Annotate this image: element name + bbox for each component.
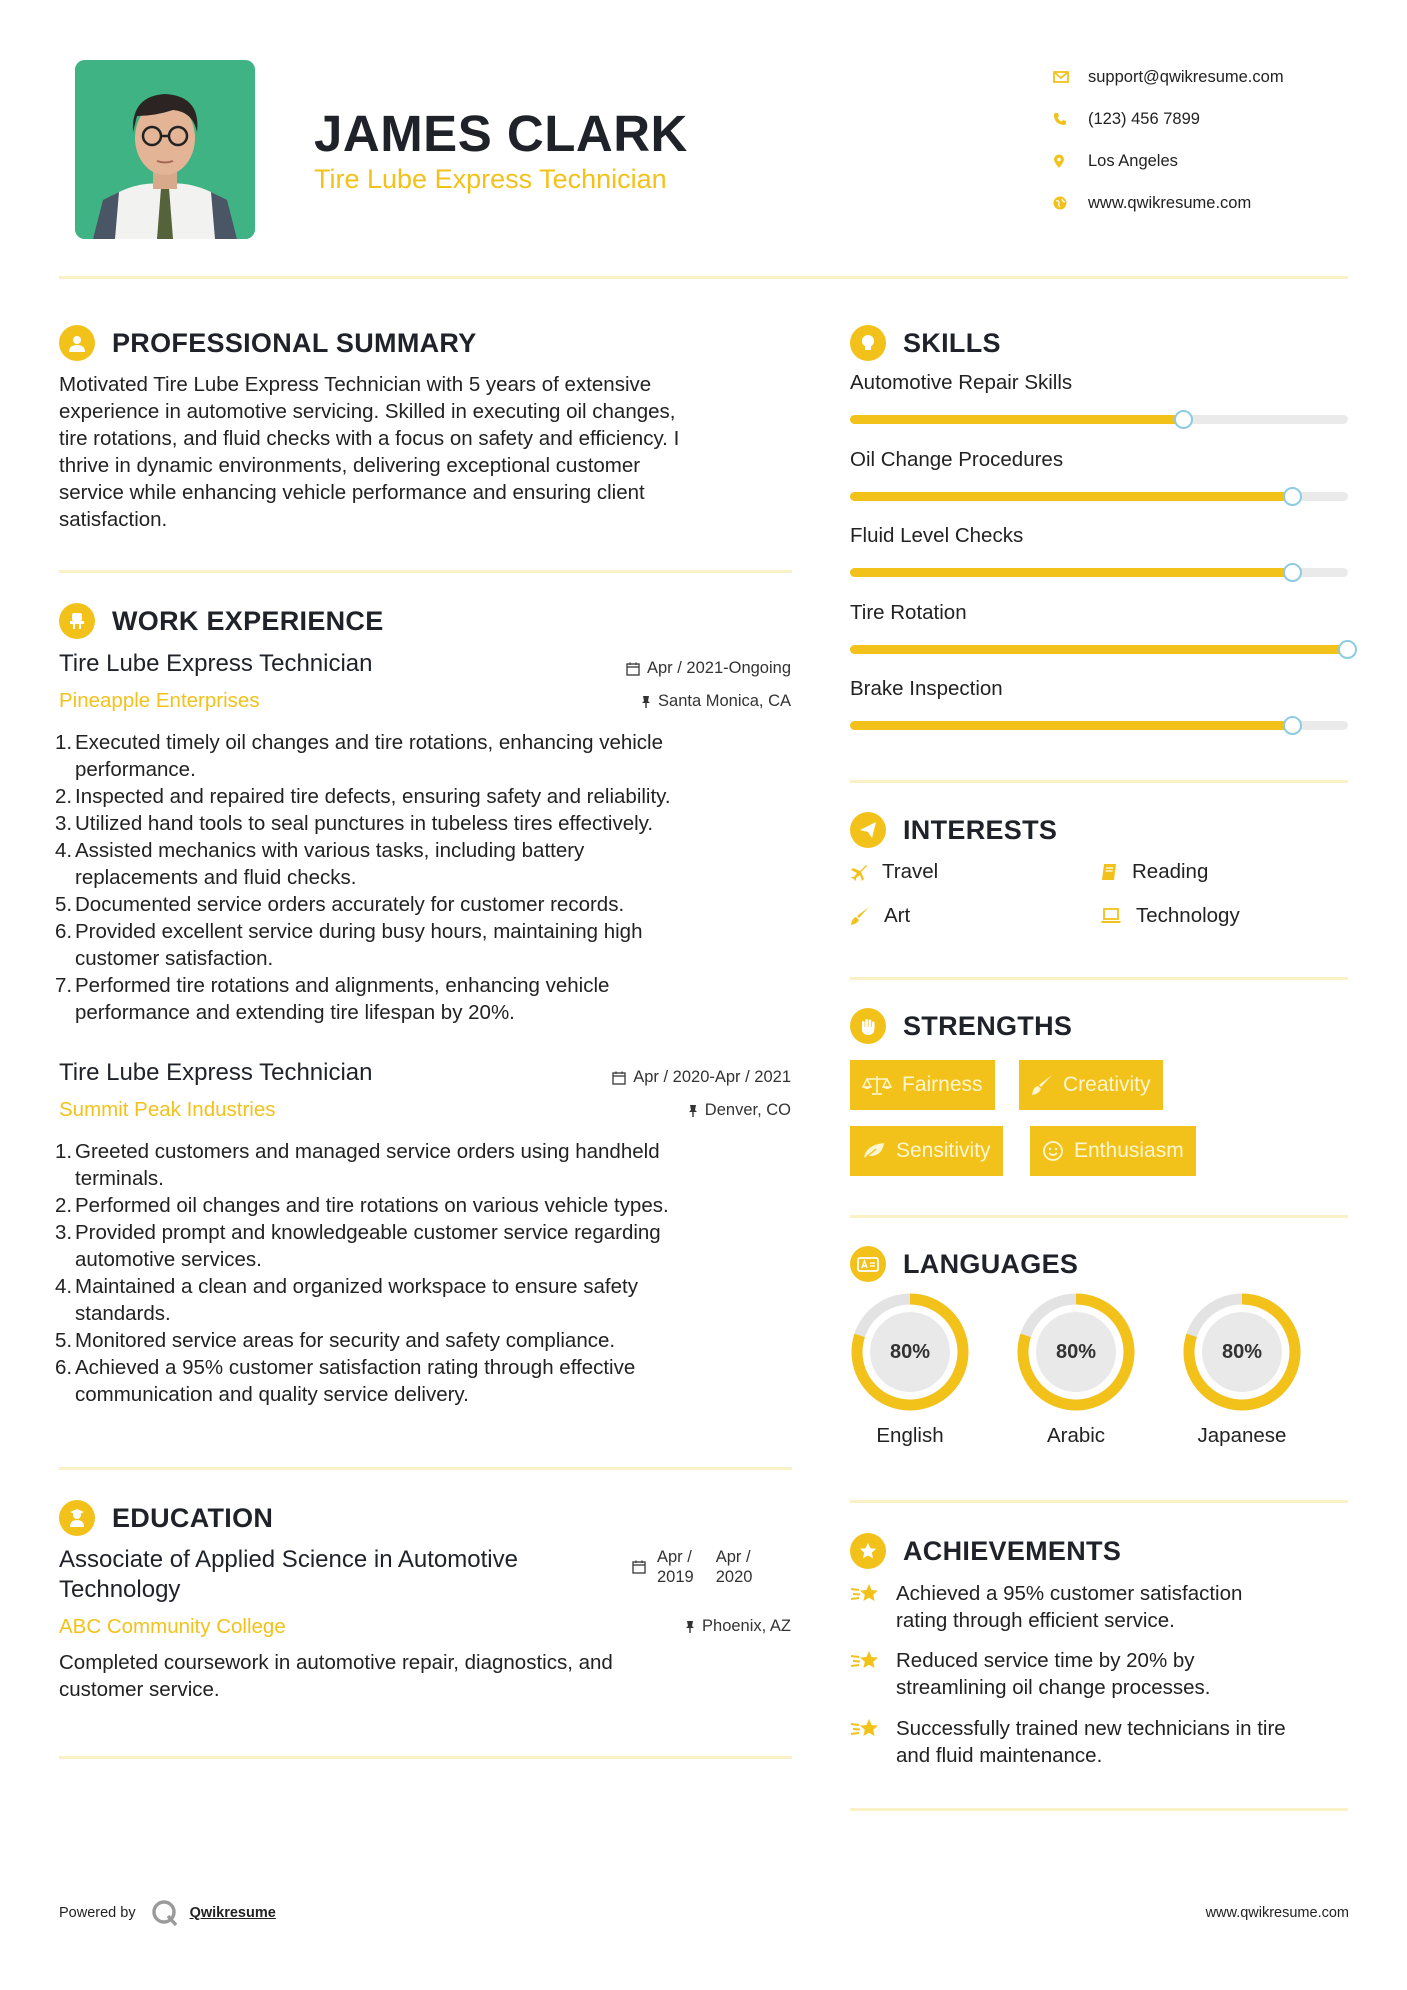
contact-location-text: Los Angeles xyxy=(1088,151,1178,170)
experience-section-title xyxy=(59,603,384,639)
experience-heading: WORK EXPERIENCE xyxy=(112,605,384,636)
skill-level-handle xyxy=(1174,410,1193,429)
skill-name: Oil Change Procedures xyxy=(850,447,1064,471)
skill-bar-fill xyxy=(850,568,1293,577)
education-heading: EDUCATION xyxy=(112,1502,274,1533)
list-item xyxy=(57,1354,797,1408)
achievement-text xyxy=(896,1715,1286,1769)
achievements-divider xyxy=(850,1808,1348,1811)
list-item xyxy=(57,891,797,918)
end-line: 2020 xyxy=(715,1568,753,1586)
interests-heading: INTERESTS xyxy=(903,814,1058,845)
degree-line: Technology xyxy=(59,1576,181,1603)
book-icon xyxy=(1100,863,1118,881)
achievements-heading: ACHIEVEMENTS xyxy=(903,1535,1122,1566)
contact-website[interactable] xyxy=(1050,182,1380,224)
language-name: English xyxy=(876,1424,944,1447)
list-line: performance. xyxy=(75,758,196,781)
skill-bar-fill xyxy=(850,645,1348,654)
list-number: 7. xyxy=(55,974,73,997)
language-percent: 80% xyxy=(1055,1340,1097,1363)
job-dates xyxy=(626,659,791,678)
interests-divider xyxy=(850,977,1348,980)
list-item xyxy=(57,729,797,783)
contact-email-text: support@qwikresume.com xyxy=(1088,67,1284,86)
list-number: 3. xyxy=(55,812,73,835)
strengths-heading: STRENGTHS xyxy=(903,1010,1073,1041)
achievement-line: streamlining oil change processes. xyxy=(896,1676,1211,1699)
lightbulb-icon xyxy=(850,325,886,361)
contact-phone-text: (123) 456 7899 xyxy=(1088,109,1200,128)
list-number: 1. xyxy=(55,731,73,754)
calendar-icon xyxy=(626,662,640,676)
laptop-icon xyxy=(1100,907,1122,925)
chair-icon xyxy=(59,603,95,639)
summary-heading: PROFESSIONAL SUMMARY xyxy=(112,327,477,358)
footer-powered-by xyxy=(59,1898,276,1928)
job-dates-text: Apr / 2021-Ongoing xyxy=(646,659,791,677)
footer-brand-link[interactable]: Qwikresume xyxy=(189,1905,276,1921)
skill-bar-fill xyxy=(850,415,1184,424)
list-line: Provided excellent service during busy hours, maintaining high xyxy=(75,920,643,943)
list-line: Executed timely oil changes and tire rotations, enhancing vehicle xyxy=(75,731,664,754)
achievement-line: Reduced service time by 20% by xyxy=(896,1649,1195,1672)
header-divider xyxy=(59,276,1348,279)
strengths-section-title xyxy=(850,1008,1072,1044)
contact-location xyxy=(1050,140,1380,182)
scale-icon xyxy=(862,1074,892,1096)
list-line: Achieved a 95% customer satisfaction rating through effective xyxy=(75,1356,636,1379)
achievement-item xyxy=(850,1647,1350,1701)
list-number: 3. xyxy=(55,1221,73,1244)
list-item xyxy=(57,918,797,972)
list-number: 2. xyxy=(55,1194,73,1217)
interest-label: Art xyxy=(884,904,911,927)
strength-label: Enthusiasm xyxy=(1074,1139,1184,1162)
pushpin-icon xyxy=(685,1620,695,1634)
list-number: 4. xyxy=(55,1275,73,1298)
achievement-line: Achieved a 95% customer satisfaction xyxy=(896,1582,1243,1605)
skill-name: Brake Inspection xyxy=(850,677,1003,700)
list-line: Performed oil changes and tire rotations on various vehicle types. xyxy=(75,1194,669,1217)
summary-text xyxy=(59,371,794,533)
skill-level-handle xyxy=(1283,563,1302,582)
strength-tag xyxy=(850,1126,1003,1176)
summary-line: experience in automotive servicing. Skilled in executing oil changes, xyxy=(59,400,676,423)
list-item xyxy=(57,837,797,891)
pushpin-icon xyxy=(641,695,651,709)
summary-line: satisfaction. xyxy=(59,508,168,531)
list-line: replacements and fluid checks. xyxy=(75,866,357,889)
brush-icon xyxy=(1031,1074,1053,1096)
skill-bar xyxy=(850,645,1348,654)
list-line: terminals. xyxy=(75,1167,164,1190)
languages-divider xyxy=(850,1500,1348,1503)
star-badge-icon xyxy=(850,1533,886,1569)
calendar-icon xyxy=(612,1071,626,1085)
language-name: Arabic xyxy=(1046,1424,1106,1447)
interest-travel xyxy=(850,860,938,884)
language-percent: 80% xyxy=(1221,1340,1263,1363)
contact-website-text: www.qwikresume.com xyxy=(1088,193,1252,212)
achievement-line: Successfully trained new technicians in tire xyxy=(896,1717,1286,1740)
list-number: 5. xyxy=(55,893,73,916)
education-end xyxy=(716,1547,753,1587)
raised-hand-icon xyxy=(850,1008,886,1044)
location-pin-icon xyxy=(1050,154,1088,169)
summary-line: service while enhancing vehicle performance and ensuring client xyxy=(59,481,645,504)
contact-list xyxy=(1050,56,1380,224)
envelope-icon xyxy=(1050,71,1088,83)
graduate-icon xyxy=(59,1500,95,1536)
education-dates xyxy=(632,1547,752,1587)
language-name: Japanese xyxy=(1197,1424,1287,1447)
list-item xyxy=(57,1192,797,1219)
achievement-item xyxy=(850,1715,1350,1769)
list-line: Provided prompt and knowledgeable customer service regarding xyxy=(75,1221,661,1244)
summary-line: Motivated Tire Lube Express Technician with 5 years of extensive xyxy=(59,373,652,396)
job-location xyxy=(641,692,791,711)
interest-reading xyxy=(1100,860,1208,884)
powered-by-text: Powered by xyxy=(59,1905,136,1921)
language-item xyxy=(1014,1290,1138,1448)
strength-tag xyxy=(1030,1126,1196,1176)
job-location-text: Santa Monica, CA xyxy=(658,692,791,710)
languages-heading: LANGUAGES xyxy=(903,1248,1079,1279)
list-line: Inspected and repaired tire defects, ensuring safety and reliability. xyxy=(75,785,671,808)
job-duties-list xyxy=(57,729,797,1026)
interest-label: Technology xyxy=(1136,904,1240,927)
list-item xyxy=(57,1327,797,1354)
translate-icon xyxy=(850,1246,886,1282)
list-line: customer satisfaction. xyxy=(75,947,274,970)
list-line: Assisted mechanics with various tasks, including battery xyxy=(75,839,585,862)
list-line: Greeted customers and managed service orders using handheld xyxy=(75,1140,660,1163)
list-line: Maintained a clean and organized workspace to ensure safety xyxy=(75,1275,638,1298)
job-company: Pineapple Enterprises xyxy=(59,689,260,712)
achievements-section-title xyxy=(850,1533,1121,1569)
smile-icon xyxy=(1042,1140,1064,1162)
skill-level-handle xyxy=(1283,716,1302,735)
list-item xyxy=(57,1138,797,1192)
list-number: 2. xyxy=(55,785,73,808)
skill-level-handle xyxy=(1338,640,1357,659)
calendar-icon xyxy=(632,1560,646,1574)
interest-label: Reading xyxy=(1132,860,1209,883)
list-line: standards. xyxy=(75,1302,171,1325)
list-item xyxy=(57,810,797,837)
achievement-text xyxy=(896,1580,1242,1634)
skill-name: Tire Rotation xyxy=(850,600,967,624)
list-item xyxy=(57,1219,797,1273)
plane-icon xyxy=(850,863,868,881)
user-icon xyxy=(59,325,95,361)
interest-art xyxy=(850,904,910,928)
education-divider xyxy=(59,1756,792,1759)
shooting-star-icon xyxy=(850,1581,882,1607)
list-line: Documented service orders accurately for customer records. xyxy=(75,893,625,916)
strength-label: Sensitivity xyxy=(896,1139,991,1162)
languages-section-title xyxy=(850,1246,1078,1282)
interest-technology xyxy=(1100,904,1240,928)
achievement-line: rating through efficient service. xyxy=(896,1609,1175,1632)
pushpin-icon xyxy=(688,1104,698,1118)
education-start xyxy=(657,1547,694,1587)
list-number: 5. xyxy=(55,1329,73,1352)
strength-tag xyxy=(1019,1060,1163,1110)
list-number: 1. xyxy=(55,1140,73,1163)
qwikresume-logo-icon xyxy=(150,1898,180,1928)
shooting-star-icon xyxy=(850,1648,882,1674)
globe-icon xyxy=(1050,196,1088,210)
contact-phone[interactable] xyxy=(1050,98,1380,140)
job-dates-text: Apr / 2020-Apr / 2021 xyxy=(633,1068,791,1086)
skill-name: Automotive Repair Skills xyxy=(850,371,1073,394)
job-location-text: Denver, CO xyxy=(704,1101,791,1119)
skill-name: Fluid Level Checks xyxy=(850,524,1024,547)
language-item xyxy=(848,1290,972,1448)
education-location-text: Phoenix, AZ xyxy=(702,1617,791,1635)
summary-divider xyxy=(59,570,792,573)
skill-level-handle xyxy=(1283,487,1302,506)
skill-bar xyxy=(850,415,1348,424)
interest-label: Travel xyxy=(882,860,939,883)
strength-label: Creativity xyxy=(1063,1073,1151,1096)
summary-section-title xyxy=(59,325,477,361)
strength-label: Fairness xyxy=(902,1073,983,1096)
start-line: Apr / xyxy=(657,1548,692,1566)
skill-bar xyxy=(850,721,1348,730)
education-section-title xyxy=(59,1500,273,1536)
list-line: automotive services. xyxy=(75,1248,262,1271)
phone-icon xyxy=(1050,112,1088,126)
skill-bar xyxy=(850,568,1348,577)
description-line: customer service. xyxy=(59,1678,220,1701)
list-number: 6. xyxy=(55,920,73,943)
achievement-text xyxy=(896,1647,1211,1701)
language-item xyxy=(1180,1290,1304,1448)
leaf-icon xyxy=(862,1141,886,1161)
profile-photo xyxy=(75,60,255,239)
job-title: Tire Lube Express Technician xyxy=(59,1059,373,1086)
paper-plane-icon xyxy=(850,812,886,848)
education-location xyxy=(685,1617,791,1636)
experience-divider xyxy=(59,1467,792,1470)
job-company: Summit Peak Industries xyxy=(59,1098,276,1121)
description-line: Completed coursework in automotive repair, diagnostics, and xyxy=(59,1651,613,1674)
contact-email[interactable] xyxy=(1050,56,1380,98)
strengths-divider xyxy=(850,1215,1348,1218)
strength-tag xyxy=(850,1060,995,1110)
skill-bar xyxy=(850,492,1348,501)
list-item xyxy=(57,972,797,1026)
job-duties-list xyxy=(57,1138,797,1408)
list-line: Performed tire rotations and alignments, enhancing vehicle xyxy=(75,974,610,997)
list-line: communication and quality service delivery. xyxy=(75,1383,469,1406)
interests-section-title xyxy=(850,812,1057,848)
achievement-line: and fluid maintenance. xyxy=(896,1744,1103,1767)
list-number: 6. xyxy=(55,1356,73,1379)
list-line: Utilized hand tools to seal punctures in tubeless tires effectively. xyxy=(75,812,654,835)
education-description xyxy=(59,1649,794,1703)
summary-line: thrive in dynamic environments, delivering exceptional customer xyxy=(59,454,641,477)
start-line: 2019 xyxy=(657,1568,694,1586)
paintbrush-icon xyxy=(850,906,870,926)
language-percent: 80% xyxy=(889,1340,931,1363)
end-line: Apr / xyxy=(715,1548,751,1566)
list-item xyxy=(57,1273,797,1327)
skills-divider xyxy=(850,780,1348,783)
skills-heading: SKILLS xyxy=(903,327,1001,358)
list-number: 4. xyxy=(55,839,73,862)
job-title: Tire Lube Express Technician xyxy=(59,650,373,677)
footer-website[interactable]: www.qwikresume.com xyxy=(1205,1905,1349,1921)
skill-bar-fill xyxy=(850,721,1293,730)
achievement-item xyxy=(850,1580,1350,1634)
candidate-title: Tire Lube Express Technician xyxy=(314,164,667,194)
degree-line: Associate of Applied Science in Automotive xyxy=(59,1546,518,1573)
degree-title xyxy=(59,1545,518,1605)
job-dates xyxy=(612,1068,791,1087)
school-name: ABC Community College xyxy=(59,1615,286,1638)
list-item xyxy=(57,783,797,810)
shooting-star-icon xyxy=(850,1716,882,1742)
skills-section-title xyxy=(850,325,1001,361)
candidate-name: JAMES CLARK xyxy=(314,105,688,162)
list-line: performance and extending tire lifespan by 20%. xyxy=(75,1001,515,1024)
summary-line: tire rotations, and fluid checks with a focus on safety and efficiency. I xyxy=(59,427,680,450)
list-line: Monitored service areas for security and safety compliance. xyxy=(75,1329,616,1352)
job-location xyxy=(688,1101,791,1120)
skill-bar-fill xyxy=(850,492,1293,501)
